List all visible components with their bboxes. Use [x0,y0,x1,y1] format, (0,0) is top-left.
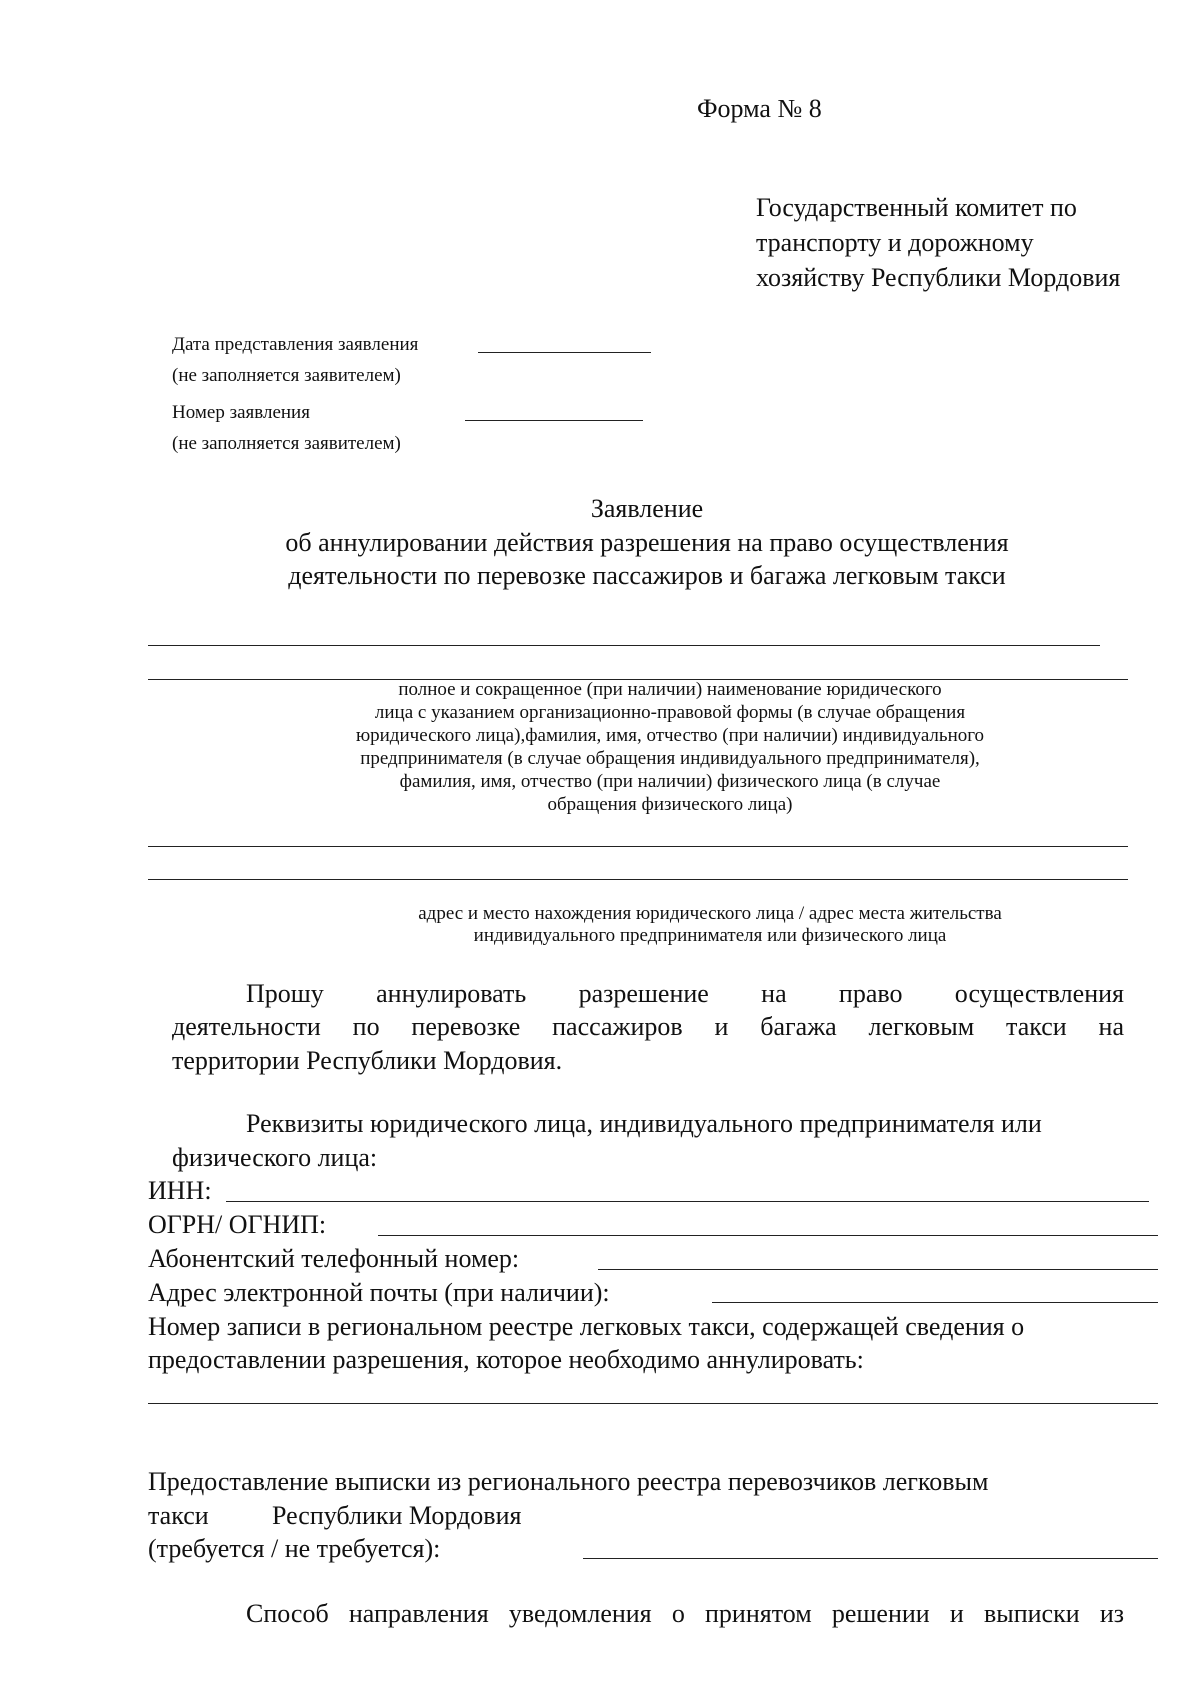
extract-line-3: (требуется / не требуется): [148,1534,441,1563]
registry-label-2: предоставлении разрешения, которое необходимо аннулировать: [148,1345,864,1374]
requisites-intro-1: Реквизиты юридического лица, индивидуального предпринимателя или [246,1109,1042,1138]
address-field-2[interactable] [148,879,1128,880]
address-hint-line-1: адрес и место нахождения юридического лица / адрес места жительства [418,903,1002,924]
extract-line-1: Предоставление выписки из регионального реестра перевозчиков легковым [148,1467,989,1496]
number-note: (не заполняется заявителем) [172,433,401,454]
notice-line-1: Способ направления уведомления о принятом решении и выписки из [246,1599,1124,1628]
extract-line-2a: такси [148,1501,209,1530]
address-field-1[interactable] [148,846,1128,847]
ogrn-label: ОГРН/ ОГНИП: [148,1210,327,1239]
email-field[interactable] [712,1302,1158,1303]
recipient-line-1: Государственный комитет по [756,193,1077,222]
date-field[interactable] [478,352,651,353]
title-line-1: Заявление [590,494,704,523]
extract-line-2b: Республики Мордовия [272,1501,522,1530]
email-label: Адрес электронной почты (при наличии): [148,1278,610,1307]
name-hint-line-5: фамилия, имя, отчество (при наличии) физического лица (в случае [399,771,941,792]
registry-field[interactable] [148,1403,1158,1404]
name-hint-line-2: лица с указанием организационно-правовой формы (в случае обращения [374,702,966,723]
request-line-3: территории Республики Мордовия. [172,1046,563,1075]
date-label: Дата представления заявления [172,334,419,355]
number-label: Номер заявления [172,402,310,423]
applicant-name-field-1[interactable] [148,645,1100,646]
request-line-1: Прошу аннулировать разрешение на право осуществления [246,979,1124,1008]
number-field[interactable] [465,420,643,421]
recipient-line-2: транспорту и дорожному [756,228,1034,257]
title-line-2: об аннулировании действия разрешения на право осуществления [285,528,1009,557]
inn-field[interactable] [226,1201,1149,1202]
requisites-intro-2: физического лица: [172,1143,378,1172]
extract-field[interactable] [583,1558,1158,1559]
name-hint-line-4: предпринимателя (в случае обращения индивидуального предпринимателя), [360,748,980,769]
address-hint-line-2: индивидуального предпринимателя или физического лица [473,925,947,946]
name-hint-line-6: обращения физического лица) [547,794,793,815]
ogrn-field[interactable] [378,1235,1158,1236]
registry-label-1: Номер записи в региональном реестре легковых такси, содержащей сведения о [148,1312,1025,1341]
inn-label: ИНН: [148,1176,212,1205]
recipient-line-3: хозяйству Республики Мордовия [756,263,1121,292]
name-hint-line-3: юридического лица),фамилия, имя, отчество (при наличии) индивидуального [355,725,985,746]
phone-field[interactable] [598,1269,1158,1270]
form-number: Форма № 8 [697,94,822,123]
request-line-2: деятельности по перевозке пассажиров и багажа легковым такси на [172,1012,1124,1041]
date-note: (не заполняется заявителем) [172,365,401,386]
phone-label: Абонентский телефонный номер: [148,1244,520,1273]
title-line-3: деятельности по перевозке пассажиров и багажа легковым такси [288,561,1006,590]
name-hint-line-1: полное и сокращенное (при наличии) наименование юридического [398,679,942,700]
